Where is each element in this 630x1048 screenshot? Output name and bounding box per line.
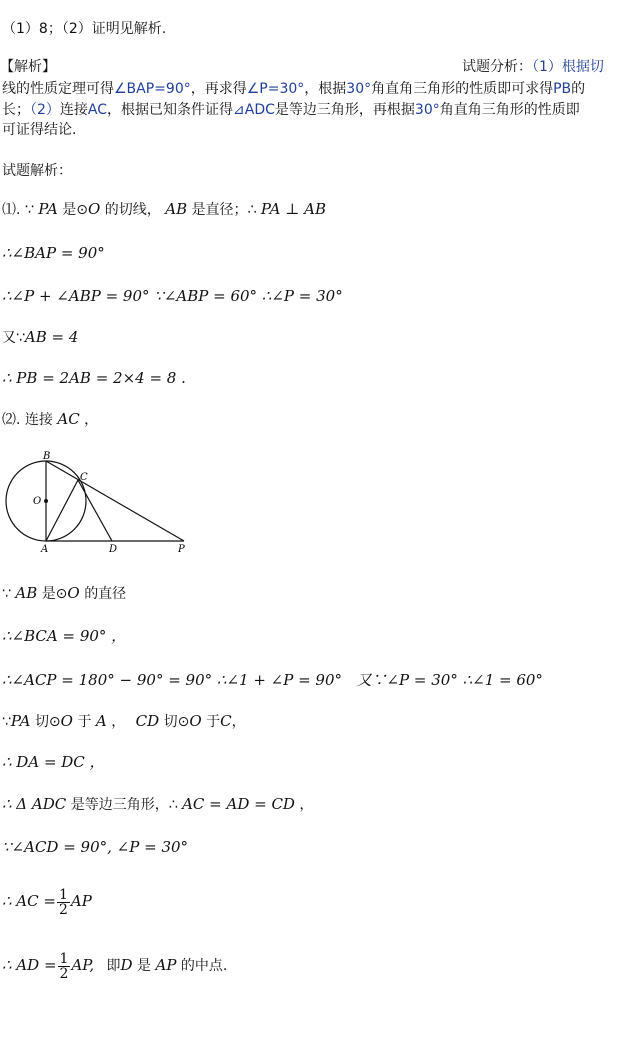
p2-l4-11: C: [220, 712, 232, 730]
p1-t3: O: [88, 200, 101, 218]
text-h: 30°: [414, 102, 440, 118]
p2-l9-f: AP: [155, 956, 177, 974]
text-g: 是等边三角形，再根据: [274, 102, 415, 118]
text-b: （2）: [30, 102, 60, 118]
p2i-b: AC: [57, 410, 80, 428]
p2i-c: ，: [84, 412, 99, 428]
part2-line5: ∴ DA = DC ，: [2, 753, 105, 771]
p1-t6: 是直径；∴: [191, 202, 257, 218]
solution-label: 试题解析：: [2, 163, 72, 179]
p2-l6-a: ∴ Δ ADC: [2, 795, 67, 813]
p2-l4-3: O: [60, 712, 73, 730]
text-e: ，根据: [304, 81, 347, 97]
text-e: ，根据已知条件证得: [107, 102, 234, 118]
label-o: O: [33, 496, 42, 507]
part2-line4: [2, 712, 246, 731]
p2-l8-b: AP: [70, 892, 92, 910]
analysis-line1: （1）根据切: [532, 59, 604, 75]
analysis-heading: 【解析】: [0, 59, 56, 75]
analysis-line2: [2, 80, 585, 98]
p2-l9-c: 即: [106, 958, 121, 974]
p2-l9-a: ∴ AD =: [2, 956, 57, 974]
fraction-den: 2: [58, 901, 68, 918]
fraction-half: [57, 888, 70, 917]
part2-line3: [2, 671, 543, 690]
analysis-summary-label: [462, 58, 604, 76]
text-d: ∠P=30°: [246, 81, 305, 97]
text-c: ，再求得: [190, 81, 247, 97]
p2-l9-d: D: [120, 956, 133, 974]
p2-l6-b: 是等边三角形，∴: [70, 797, 178, 813]
part1-line1: [2, 200, 326, 219]
p2-l4-0: ∵: [2, 714, 11, 730]
p2-l3-b: 又∵∠P = 30° ∴∠1 = 60°: [356, 671, 543, 689]
text-f: 30°: [346, 81, 372, 97]
fraction-num: 1: [59, 950, 69, 967]
text-c: 连接: [59, 102, 88, 118]
part1-line3: ∴∠P + ∠ABP = 90° ∵∠ABP = 60° ∴∠P = 30°: [2, 287, 343, 305]
part1-line4: [2, 328, 78, 347]
p2-l1-a: ∵: [2, 586, 11, 602]
p2-l4-6: ，: [111, 714, 126, 730]
text-a: 长；: [2, 102, 30, 118]
text-i: 角直角三角形的性质即: [439, 102, 580, 118]
p2-l4-1: PA: [10, 712, 31, 730]
center-dot: [44, 499, 48, 503]
p2-l4-4: 于: [77, 714, 92, 730]
fraction-num: 1: [58, 886, 68, 903]
label-b: B: [43, 451, 51, 462]
part2-line1: [2, 584, 126, 603]
p1-l4-a: 又∵: [2, 330, 25, 346]
text-f: ⊿ADC: [233, 102, 275, 118]
p2-l1-e: 的直径: [84, 586, 127, 602]
p2-l4-8: 切⊙: [163, 714, 190, 730]
fraction-den: 2: [59, 965, 69, 982]
p1-t7: PA ⊥ AB: [260, 200, 326, 218]
part1-line2: ∴∠BAP = 90°: [2, 244, 105, 262]
p2-l9-b: AP,: [71, 956, 95, 974]
p2-l4-7: CD: [135, 712, 160, 730]
part1-line5: ∴ PB = 2AB = 2×4 = 8 .: [2, 369, 186, 387]
part2-line8: [2, 884, 92, 919]
p2-l4-5: A: [95, 712, 107, 730]
p2-l4-12: ，: [231, 714, 246, 730]
text-g: 角直角三角形的性质即可求得: [371, 81, 554, 97]
p2-l3-a: ∴∠ACP = 180° − 90° = 90° ∴∠1 + ∠P = 90°: [2, 671, 343, 689]
label-c: C: [80, 472, 88, 483]
answer-line: （1）8；（2）证明见解析.: [2, 21, 167, 37]
p1-t0: ⑴. ∵: [2, 202, 34, 218]
p1-t4: 的切线，: [104, 202, 161, 218]
text-a: 线的性质定理可得: [2, 81, 114, 97]
label-a: A: [41, 544, 49, 555]
p1-t2: 是⊙: [62, 202, 89, 218]
p2-l6-c: AC = AD = CD: [182, 795, 295, 813]
p2-l1-c: 是⊙: [41, 586, 68, 602]
analysis-line3: [2, 101, 580, 119]
text-d: AC: [87, 102, 108, 118]
part2-intro: [2, 410, 98, 429]
p2-l4-2: 切⊙: [34, 714, 61, 730]
p2-l6-d: ，: [299, 797, 314, 813]
part2-line6: [2, 795, 313, 814]
text-i: 的: [571, 81, 586, 97]
part2-line9: [2, 948, 227, 983]
p1-l4-b: AB = 4: [24, 328, 79, 346]
analysis-line4: 可证得结论.: [2, 122, 77, 138]
p2-l1-b: AB: [15, 584, 38, 602]
summary-label: 试题分析：: [462, 59, 532, 75]
p2-l8-a: ∴ AC =: [2, 892, 56, 910]
p2-l9-e: 是: [137, 958, 152, 974]
p2-l4-10: 于: [206, 714, 221, 730]
p2-l1-d: O: [67, 584, 80, 602]
text-b: ∠BAP=90°: [114, 81, 191, 97]
p1-t1: PA: [38, 200, 58, 218]
p2-l4-9: O: [189, 712, 202, 730]
label-d: D: [109, 544, 118, 555]
line-ac: [46, 480, 78, 541]
p1-t5: AB: [165, 200, 188, 218]
p2i-a: ⑵. 连接: [2, 412, 53, 428]
part2-line7: ∵∠ACD = 90°, ∠P = 30°: [2, 838, 189, 856]
text-h: PB: [553, 81, 572, 97]
fraction-half: [58, 952, 71, 981]
part2-line2: ∴∠BCA = 90° ，: [2, 627, 127, 645]
geometry-figure: [0, 448, 200, 558]
label-p: P: [178, 544, 185, 555]
p2-l9-g: 的中点.: [180, 958, 228, 974]
